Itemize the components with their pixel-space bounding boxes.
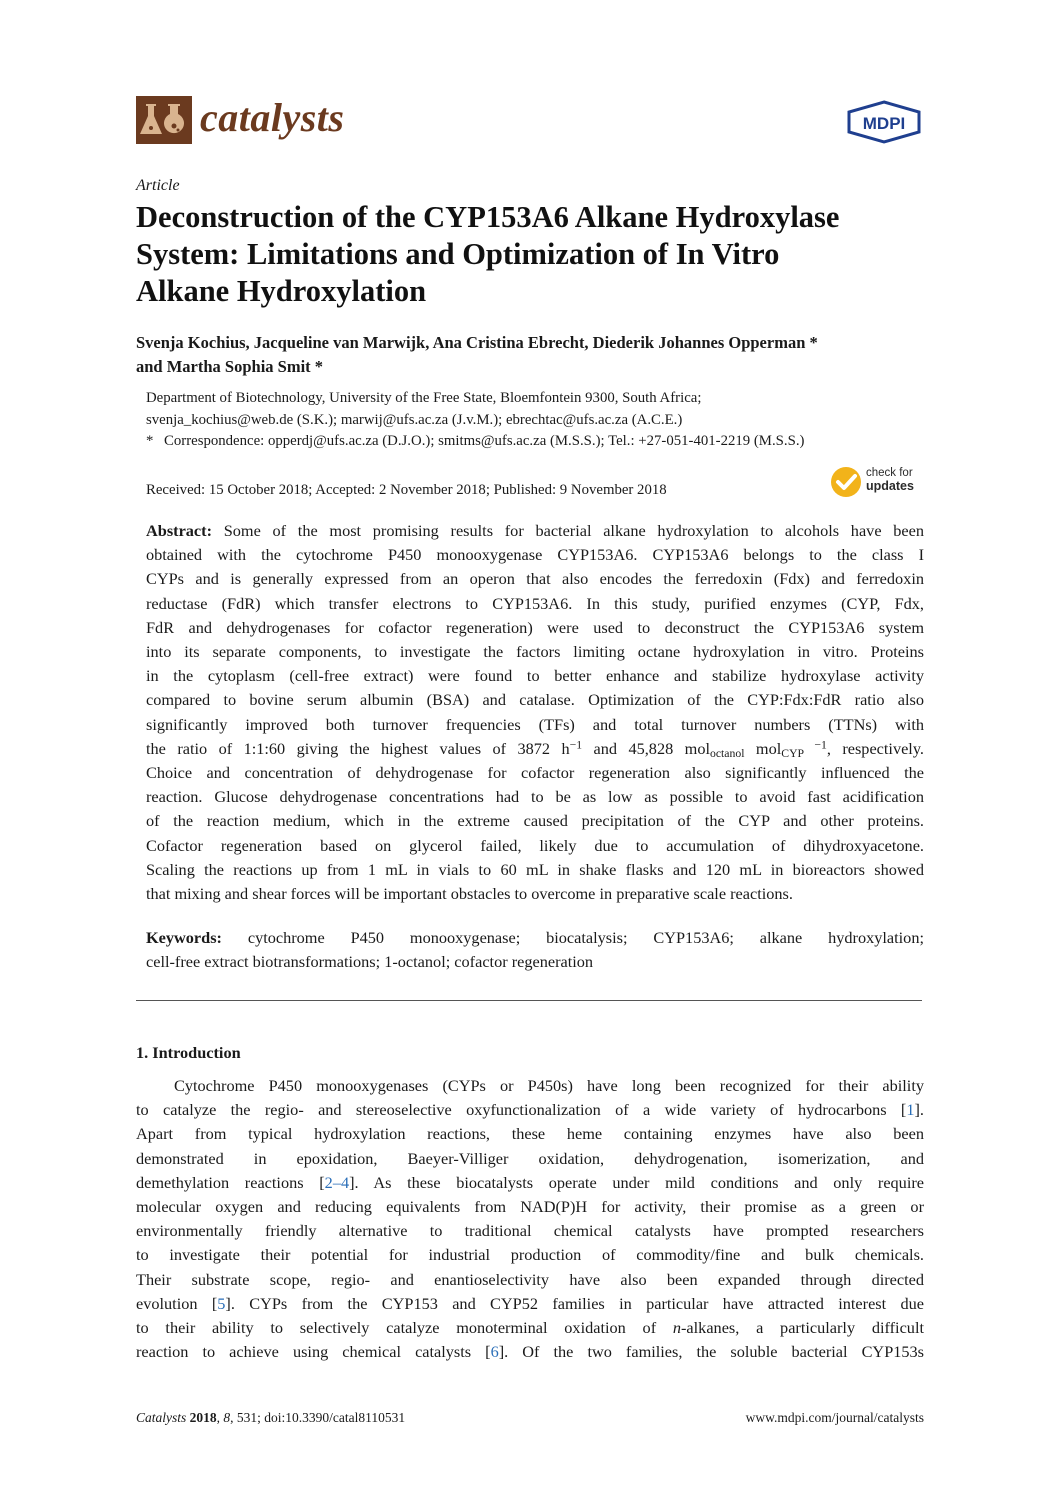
keywords: [146, 926, 924, 974]
intro-frag: -alkanes, a particularly difficult: [681, 1318, 924, 1338]
intro-frag: to their ability to selectively catalyze monoterminal oxidation of: [136, 1318, 673, 1338]
keywords-line: [146, 926, 924, 950]
abstract-frag: mol: [744, 738, 782, 758]
citation-link[interactable]: 4: [340, 1172, 350, 1192]
footer-volume: 8: [223, 1410, 231, 1425]
intro-italic: n: [672, 1318, 682, 1338]
intro-line: [136, 1292, 924, 1316]
footer-doi: , 531; doi:10.3390/catal8110531: [230, 1410, 406, 1425]
abstract-line: FdR and dehydrogenases for cofactor regeneration) were used to deconstruct the CYP153A6 system: [146, 617, 924, 637]
abstract-line: reaction. Glucose dehydrogenase concentrations had to be as low as possible to avoid fast acidification: [146, 787, 924, 807]
intro-line: [136, 1098, 924, 1122]
intro-line: [136, 1171, 924, 1195]
intro-frag: evolution [: [136, 1293, 218, 1313]
citation-link[interactable]: 2: [324, 1172, 333, 1192]
abstract-label: Abstract:: [146, 521, 213, 540]
mdpi-logo-icon: [845, 100, 923, 144]
mdpi-logo-text: MDPI: [862, 114, 906, 133]
abstract-sup: −1: [804, 738, 827, 752]
author-list: [136, 331, 926, 379]
abstract-line: CYPs and is generally expressed from an operon that also encodes the ferredoxin (Fdx) and ferredoxin: [146, 569, 924, 589]
abstract-line: obtained with the cytochrome P450 monooxygenase CYP153A6. CYP153A6 belongs to the class I: [146, 545, 924, 565]
abstract-sub: CYP: [781, 746, 805, 760]
check-badge-icon: [830, 466, 862, 498]
intro-frag: to catalyze the regio- and stereoselective oxyfunctionalization of a wide variety of hydrocarbons [: [136, 1100, 907, 1120]
abstract-frag: the ratio of 1:1:60 giving the highest values of 3872 h: [146, 738, 570, 758]
abstract-sub: octanol: [709, 746, 745, 760]
section-divider: [136, 1000, 922, 1001]
abstract-line: Scaling the reactions up from 1 mL in vials to 60 mL in shake flasks and 120 mL in bioreactors showed: [146, 859, 924, 879]
affiliations: [146, 388, 926, 453]
keywords-label: Keywords:: [146, 928, 222, 947]
abstract-line: compared to bovine serum albumin (BSA) and catalase. Optimization of the CYP:Fdx:FdR ratio also: [146, 690, 924, 710]
intro-frag: ].: [914, 1100, 924, 1120]
correspondence-star: *: [146, 433, 154, 449]
abstract-line: in the cytoplasm (cell-free extract) were found to better enhance and stabilize hydroxylase activity: [146, 666, 924, 686]
abstract-line: into its separate components, to investigate the factors limiting octane hydroxylation in vitro. Proteins: [146, 642, 924, 662]
abstract-line: reductase (FdR) which transfer electrons to CYP153A6. In this study, purified enzymes (CYP, Fdx,: [146, 593, 924, 613]
citation-link[interactable]: 1: [906, 1100, 915, 1120]
introduction-body: [136, 1074, 924, 1364]
abstract-line: Cofactor regeneration based on glycerol failed, likely due to accumulation of dihydroxyacetone.: [146, 835, 924, 855]
correspondence-line: [146, 431, 926, 453]
article-title: [136, 199, 926, 310]
author-line: and Martha Sophia Smit *: [136, 357, 324, 376]
journal-name: catalysts: [200, 95, 345, 140]
intro-line: Cytochrome P450 monooxygenases (CYPs or P450s) have long been recognized for their ability: [174, 1076, 924, 1095]
abstract-frag: and 45,828 mol: [582, 738, 710, 758]
abstract-line: that mixing and shear forces will be important obstacles to overcome in preparative scale reactions.: [146, 884, 793, 904]
abstract-line: [146, 737, 924, 761]
intro-frag: ]. Of the two families, the soluble bacterial CYP153s: [498, 1342, 925, 1362]
check-line1: check for: [866, 467, 913, 479]
affiliation-line: Department of Biotechnology, University of the Free State, Bloemfontein 9300, South Africa;: [146, 390, 702, 406]
intro-line: demonstrated in epoxidation, Baeyer-Villiger oxidation, dehydrogenation, isomerization, and: [136, 1148, 924, 1168]
article-type: Article: [136, 177, 180, 194]
abstract-line: [146, 519, 924, 543]
check-line2: updates: [866, 479, 914, 493]
publication-dates: Received: 15 October 2018; Accepted: 2 November 2018; Published: 9 November 2018: [146, 482, 667, 498]
footer-citation: Catalysts 2018, 8, 531; doi:10.3390/catal8110531: [136, 1410, 406, 1425]
intro-frag: reaction to achieve using chemical catalysts [: [136, 1342, 491, 1362]
abstract-sup: −1: [569, 738, 583, 752]
correspondence-text: Correspondence: opperdj@ufs.ac.za (D.J.O.); smitms@ufs.ac.za (M.S.S.); Tel.: +27-051-401-2219 (M.S.S.): [164, 433, 805, 449]
keywords-line: cell-free extract biotransformations; 1-octanol; cofactor regeneration: [146, 952, 594, 972]
intro-line: Their substrate scope, regio- and enantioselectivity have also been expanded through directed: [136, 1269, 924, 1289]
intro-frag: ]. CYPs from the CYP153 and CYP52 families in particular have attracted interest due: [225, 1293, 924, 1313]
intro-frag: ]. As these biocatalysts operate under mild conditions and only require: [349, 1172, 924, 1192]
intro-line: Apart from typical hydroxylation reactions, these heme containing enzymes have also been: [136, 1124, 924, 1144]
title-line: System: Limitations and Optimization of In Vitro: [136, 237, 780, 271]
intro-line: [136, 1316, 924, 1340]
footer-url-link[interactable]: www.mdpi.com/journal/catalysts: [745, 1410, 924, 1425]
check-for-updates-button[interactable]: [830, 464, 926, 500]
abstract-line: significantly improved both turnover frequencies (TFs) and total turnover numbers (TTNs) with: [146, 714, 924, 734]
title-line: Deconstruction of the CYP153A6 Alkane Hydroxylase: [136, 200, 840, 234]
abstract-line: of the reaction medium, which in the extreme caused precipitation of the CYP and other proteins.: [146, 811, 924, 831]
abstract-text: Some of the most promising results for bacterial alkane hydroxylation to alcohols have been: [223, 521, 924, 540]
citation-link[interactable]: 6: [490, 1342, 499, 1362]
keywords-text: cytochrome P450 monooxygenase; biocatalysis; CYP153A6; alkane hydroxylation;: [247, 928, 924, 947]
title-line: Alkane Hydroxylation: [136, 274, 427, 308]
footer-year: 2018: [189, 1410, 217, 1425]
footer-journal: Catalysts: [136, 1410, 187, 1425]
section-heading: 1. Introduction: [136, 1043, 241, 1062]
intro-line: environmentally friendly alternative to traditional chemical catalysts have prompted researchers: [136, 1221, 924, 1241]
abstract-line: Choice and concentration of dehydrogenase for cofactor regeneration also significantly influenced the: [146, 763, 924, 783]
abstract-frag: , respectively.: [826, 738, 924, 758]
intro-frag: demethylation reactions [: [136, 1172, 325, 1192]
citation-link[interactable]: 5: [217, 1293, 226, 1313]
citation-dash: –: [332, 1172, 341, 1192]
intro-line: [136, 1340, 924, 1364]
journal-logo-icon: [136, 96, 192, 144]
author-line: Svenja Kochius, Jacqueline van Marwijk, Ana Cristina Ebrecht, Diederik Johannes Opperman *: [136, 333, 818, 352]
check-for-updates-label: [866, 467, 914, 494]
affiliation-line: svenja_kochius@web.de (S.K.); marwij@ufs.ac.za (J.v.M.); ebrechtac@ufs.ac.za (A.C.E.): [146, 411, 683, 428]
abstract: [146, 519, 924, 906]
intro-line: molecular oxygen and reducing equivalents from NAD(P)H for activity, their promise as a green or: [136, 1197, 924, 1217]
intro-line: to investigate their potential for industrial production of commodity/fine and bulk chemicals.: [136, 1245, 924, 1265]
